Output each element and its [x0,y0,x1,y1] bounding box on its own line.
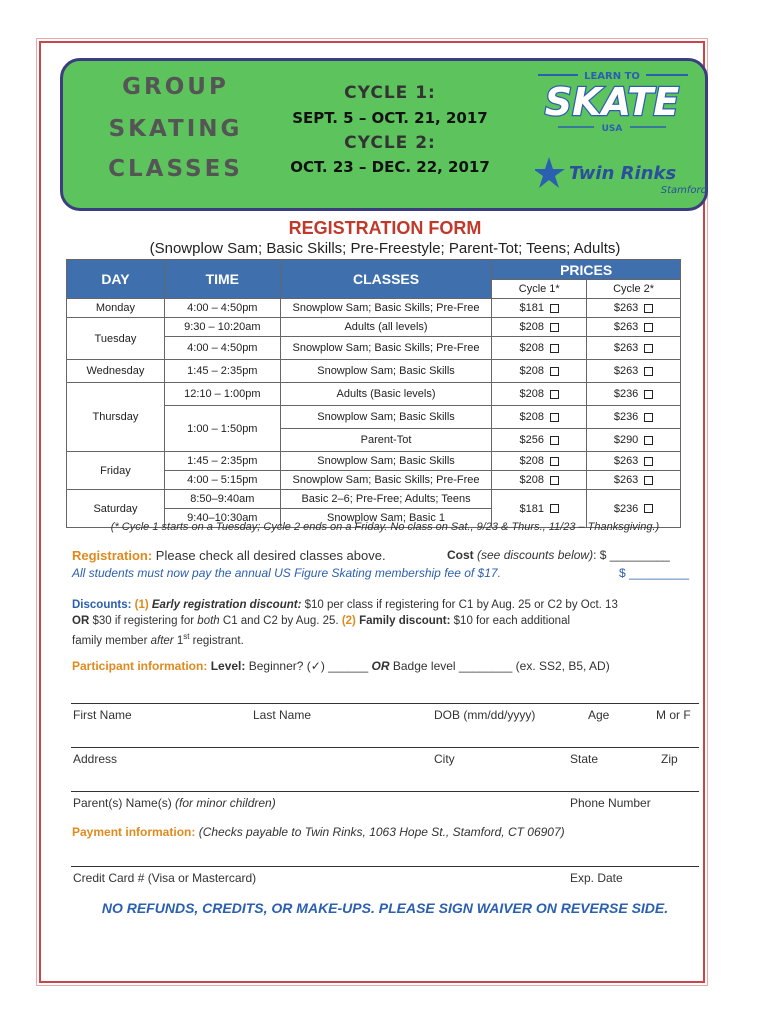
day-cell: Friday [67,452,165,490]
discount-number-1: (1) [134,599,149,611]
c1-checkbox[interactable] [550,323,559,332]
logo-bottom-text: USA [601,124,623,134]
day-cell: Monday [67,299,165,318]
payment-text: (Checks payable to Twin Rinks, 1063 Hope St., Stamford, CT 06907) [198,825,565,839]
class-cell: Adults (Basic levels) [280,383,492,406]
discounts-label: Discounts: [72,599,132,611]
day-cell: Saturday [67,490,165,528]
table-row [67,452,681,471]
c1-checkbox[interactable] [550,413,559,422]
price-c2: $236 [613,502,639,515]
cycle2-dates: OCT. 23 – DEC. 22, 2017 [290,158,490,176]
age-label: Age [588,708,610,722]
class-cell: Snowplow Sam; Basic Skills [280,406,492,429]
price-c1-cell [492,471,587,490]
after-word: after [150,634,174,647]
parents-label: Parent(s) Name(s) [73,796,172,810]
header-prices: PRICES [492,260,681,280]
first-suffix: st [183,632,190,641]
class-cell: Snowplow Sam; Basic Skills; Pre-Free [280,337,492,360]
time-cell: 9:40–10:30am [164,509,280,528]
price-c2-cell [587,318,681,337]
class-cell: Basic 2–6; Pre-Free; Adults; Teens [280,490,492,509]
price-c2: $263 [613,342,639,354]
class-cell: Snowplow Sam; Basic Skills; Pre-Free [280,299,492,318]
header-classes: CLASSES [280,260,492,299]
price-c1-cell [492,318,587,337]
first-number: 1 [176,634,184,647]
registration-text: Please check all desired classes above. [155,548,386,563]
header-cycle1: Cycle 1* [492,280,587,299]
price-c2: $290 [613,434,639,446]
level-label: Level: [210,659,246,673]
time-cell: 9:30 – 10:20am [164,318,280,337]
header-banner [60,58,708,211]
time-cell: 4:00 – 5:15pm [164,471,280,490]
class-cell: Snowplow Sam; Basic 1 [280,509,492,528]
payment-line [72,825,565,839]
refund-policy-footer: NO REFUNDS, CREDITS, OR MAKE-UPS. PLEASE SIGN WAIVER ON REVERSE SIDE. [101,900,669,916]
day-cell: Tuesday [67,318,165,360]
logo-top-text: LEARN TO [584,71,640,82]
time-cell: 4:00 – 4:50pm [164,337,280,360]
banner-title-line-1: GROUP [122,74,229,100]
price-c1-cell [492,299,587,318]
table-row [67,490,681,509]
discount-number-2: (2) [341,615,356,627]
table-row [67,299,681,318]
registration-line [72,548,386,563]
payment-label: Payment information: [72,825,196,839]
price-c1-cell [492,429,587,452]
registration-label: Registration: [72,548,153,563]
zip-label: Zip [661,752,678,766]
table-row [67,383,681,406]
time-cell: 4:00 – 4:50pm [164,299,280,318]
price-c1: $208 [519,411,544,423]
c2-checkbox[interactable] [644,344,653,353]
early-discount-text-2b: C1 and C2 by Aug. 25. [222,615,339,627]
price-c1: $208 [519,455,544,467]
class-cell: Snowplow Sam; Basic Skills [280,360,492,383]
family-line-b: registrant. [192,634,244,647]
c2-checkbox[interactable] [644,476,653,485]
form-title: REGISTRATION FORM [288,218,482,238]
price-c1: $181 [519,302,544,314]
form-subtitle: (Snowplow Sam; Basic Skills; Pre-Freestyle; Parent-Tot; Teens; Adults) [149,240,621,257]
day-cell: Thursday [67,383,165,452]
day-cell: Wednesday [67,360,165,383]
price-c2: $236 [613,411,639,423]
family-discount-label: Family discount: [359,615,451,627]
price-c1-cell [492,406,587,429]
price-c1: $208 [519,365,544,377]
c1-checkbox[interactable] [550,436,559,445]
family-line-a: family member [72,634,148,647]
class-cell: Parent-Tot [280,429,492,452]
logo-main-text: SKATE [544,80,680,124]
address-line[interactable] [71,747,699,748]
price-c2: $263 [613,474,639,486]
price-c1: $181 [519,502,544,515]
c2-checkbox[interactable] [644,413,653,422]
cost-blank[interactable]: : $ _________ [593,548,670,562]
credit-card-label: Credit Card # (Visa or Mastercard) [73,871,257,885]
c2-checkbox[interactable] [644,504,653,513]
cycle1-dates: SEPT. 5 – OCT. 21, 2017 [292,109,488,127]
time-cell: 1:45 – 2:35pm [164,360,280,383]
banner-title-line-2: SKATING [108,116,243,142]
discounts-section [72,597,702,649]
time-cell: 12:10 – 1:00pm [164,383,280,406]
price-c2: $263 [613,365,639,377]
both-word: both [197,615,220,627]
star-icon [535,157,565,188]
price-c2-cell [587,406,681,429]
price-c2-cell [587,429,681,452]
c1-checkbox[interactable] [550,304,559,313]
class-cell: Snowplow Sam; Basic Skills; Pre-Free [280,471,492,490]
table-row [67,360,681,383]
price-c2-cell [587,452,681,471]
rink-city-text: Stamford [660,185,707,196]
time-cell: 1:45 – 2:35pm [164,452,280,471]
schedule-footnote: (* Cycle 1 starts on a Tuesday; Cycle 2 ends on a Friday. No class on Sat., 9/23 & Thurs., 11/23 – Thanksgiving.) [110,521,660,533]
table-header-row [67,260,681,280]
cost-line [447,548,670,562]
price-c1: $256 [519,434,544,446]
credit-card-line[interactable] [71,866,699,867]
early-discount-text: $10 per class if registering for C1 by Aug. 25 or C2 by Oct. 13 [304,599,618,611]
address-label: Address [73,752,118,766]
c1-checkbox[interactable] [550,457,559,466]
price-c1-cell [492,383,587,406]
c1-checkbox[interactable] [550,344,559,353]
time-cell: 1:00 – 1:50pm [164,406,280,452]
c1-checkbox[interactable] [550,476,559,485]
participant-label: Participant information: [72,659,208,673]
phone-label: Phone Number [570,796,651,810]
discount-or: OR [72,615,90,627]
header-day: DAY [67,260,165,299]
price-c2: $263 [613,455,639,467]
participant-line [72,659,610,673]
last-name-label: Last Name [253,708,312,722]
c2-checkbox[interactable] [644,304,653,313]
price-c1: $208 [519,474,544,486]
price-c1-cell [492,337,587,360]
state-label: State [570,752,599,766]
membership-blank[interactable]: $ _________ [619,566,690,580]
price-c2-cell [587,471,681,490]
c2-checkbox[interactable] [644,323,653,332]
exp-date-label: Exp. Date [570,871,623,885]
city-label: City [434,752,455,766]
header-cycle2: Cycle 2* [587,280,681,299]
parents-label-group [73,796,276,810]
price-c1: $208 [519,321,544,333]
name-line[interactable] [71,703,699,704]
c2-checkbox[interactable] [644,390,653,399]
c1-checkbox[interactable] [550,504,559,513]
price-c1: $208 [519,342,544,354]
price-c2-cell [587,383,681,406]
rink-name-text: Twin Rinks [569,163,677,184]
table-row [67,318,681,337]
twin-rinks-logo [535,153,715,197]
first-name-label: First Name [73,708,132,722]
early-discount-label: Early registration discount: [151,599,302,611]
price-c1: $208 [519,388,544,400]
header-time: TIME [164,260,280,299]
price-c2-cell [587,299,681,318]
sex-label: M or F [656,708,691,722]
early-discount-text-2a: $30 if registering for [92,615,195,627]
cycle2-label: CYCLE 2: [344,133,436,153]
beginner-option[interactable]: Beginner? (✓) ______ [248,659,369,673]
banner-title-line-3: CLASSES [108,156,243,182]
c2-checkbox[interactable] [644,457,653,466]
price-c1-cell [492,360,587,383]
schedule-table [66,259,681,528]
c1-checkbox[interactable] [550,390,559,399]
parents-hint: (for minor children) [175,796,276,810]
c2-checkbox[interactable] [644,367,653,376]
price-c2: $236 [613,388,639,400]
badge-level-option[interactable]: Badge level ________ (ex. SS2, B5, AD) [392,659,610,673]
price-c2: $263 [613,302,639,314]
price-c2-cell [587,360,681,383]
price-c2: $263 [613,321,639,333]
membership-note: All students must now pay the annual US Figure Skating membership fee of $17. [72,566,501,580]
dob-label: DOB (mm/dd/yyyy) [434,708,536,722]
price-c2-cell [587,337,681,360]
cycle1-label: CYCLE 1: [344,83,436,103]
c1-checkbox[interactable] [550,367,559,376]
family-discount-text: $10 for each additional [453,615,571,627]
class-cell: Adults (all levels) [280,318,492,337]
c2-checkbox[interactable] [644,436,653,445]
time-cell: 8:50–9:40am [164,490,280,509]
cost-label: Cost [447,548,474,562]
level-or: OR [371,659,390,673]
price-c1-cell [492,452,587,471]
cost-hint: (see discounts below) [477,548,594,562]
parents-line[interactable] [71,791,699,792]
class-cell: Snowplow Sam; Basic Skills [280,452,492,471]
learn-to-skate-logo [528,65,698,135]
